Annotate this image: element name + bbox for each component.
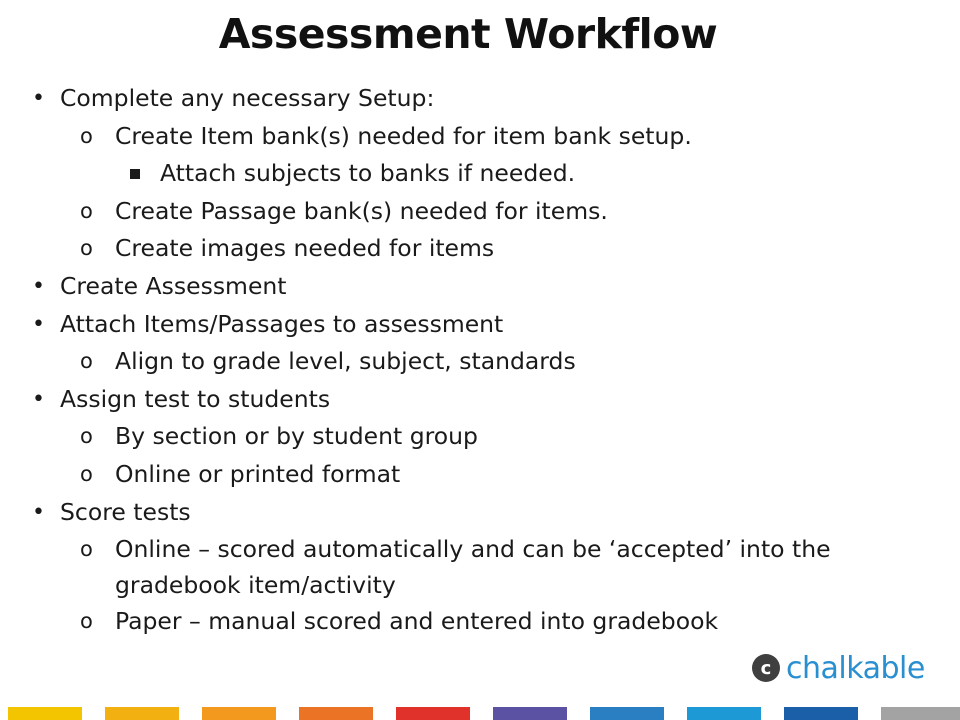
square-bullet-icon (130, 169, 140, 179)
bullet-item-level2 (0, 230, 960, 268)
circle-bullet-icon: o (80, 537, 93, 562)
stripe-segment (493, 707, 567, 720)
round-bullet-icon: • (32, 499, 45, 525)
bullet-item-level3 (0, 155, 960, 193)
bullet-item-level1 (0, 306, 960, 344)
circle-bullet-icon: o (80, 424, 93, 449)
bullet-item-level2 (0, 456, 960, 494)
bullet-item-level2 (0, 343, 960, 381)
bullet-text: Attach Items/Passages to assessment (60, 309, 504, 338)
stripe-segment (784, 707, 858, 720)
bullet-item-level1 (0, 268, 960, 306)
bullet-text: Online or printed format (115, 459, 401, 488)
bullet-text: Paper – manual scored and entered into gradebook (115, 607, 719, 636)
bullet-item-level2 (0, 118, 960, 156)
stripe-segment (687, 707, 761, 720)
circle-bullet-icon: o (80, 461, 93, 486)
bullet-text: Create Item bank(s) needed for item bank setup. (115, 121, 692, 150)
bullet-item-level1 (0, 494, 960, 532)
round-bullet-icon: • (32, 273, 45, 299)
stripe-segment (299, 707, 373, 720)
bullet-text: Online – scored automatically and can be ‘accepted’ into the gradebook item/activity (115, 535, 831, 600)
chalkable-logo (752, 646, 942, 690)
slide-title: Assessment Workflow (218, 10, 718, 58)
color-stripe (0, 707, 960, 720)
bullet-item-level1 (0, 381, 960, 419)
bullet-text: Attach subjects to banks if needed. (160, 159, 576, 188)
bullet-item-level2 (0, 418, 960, 456)
bullet-text: By section or by student group (115, 422, 478, 451)
bullet-list (0, 80, 960, 641)
bullet-item-level2 (0, 603, 960, 641)
bullet-text: Assign test to students (60, 384, 331, 413)
circle-bullet-icon: o (80, 123, 93, 148)
stripe-segment (396, 707, 470, 720)
round-bullet-icon: • (32, 86, 45, 111)
circle-bullet-icon: o (80, 349, 93, 374)
round-bullet-icon: • (32, 311, 45, 337)
stripe-segment (105, 707, 179, 720)
stripe-segment (8, 707, 82, 720)
chalkable-logo-icon: c (752, 654, 780, 682)
bullet-item-level2 (0, 193, 960, 231)
chalkable-wordmark: chalkable (786, 650, 925, 686)
bullet-text: Align to grade level, subject, standards (115, 347, 576, 376)
stripe-segment (881, 707, 960, 720)
bullet-text: Score tests (60, 497, 191, 526)
bullet-text: Complete any necessary Setup: (60, 84, 435, 112)
stripe-segment (202, 707, 276, 720)
bullet-text: Create Passage bank(s) needed for items. (115, 196, 608, 225)
bullet-text: Create Assessment (60, 271, 287, 300)
round-bullet-icon: • (32, 386, 45, 412)
bullet-text: Create images needed for items (115, 234, 495, 263)
circle-bullet-icon: o (80, 236, 93, 261)
stripe-segment (590, 707, 664, 720)
bullet-item-level1 (0, 80, 960, 118)
bullet-item-level2 (0, 531, 915, 603)
circle-bullet-icon: o (80, 609, 93, 634)
circle-bullet-icon: o (80, 198, 93, 223)
